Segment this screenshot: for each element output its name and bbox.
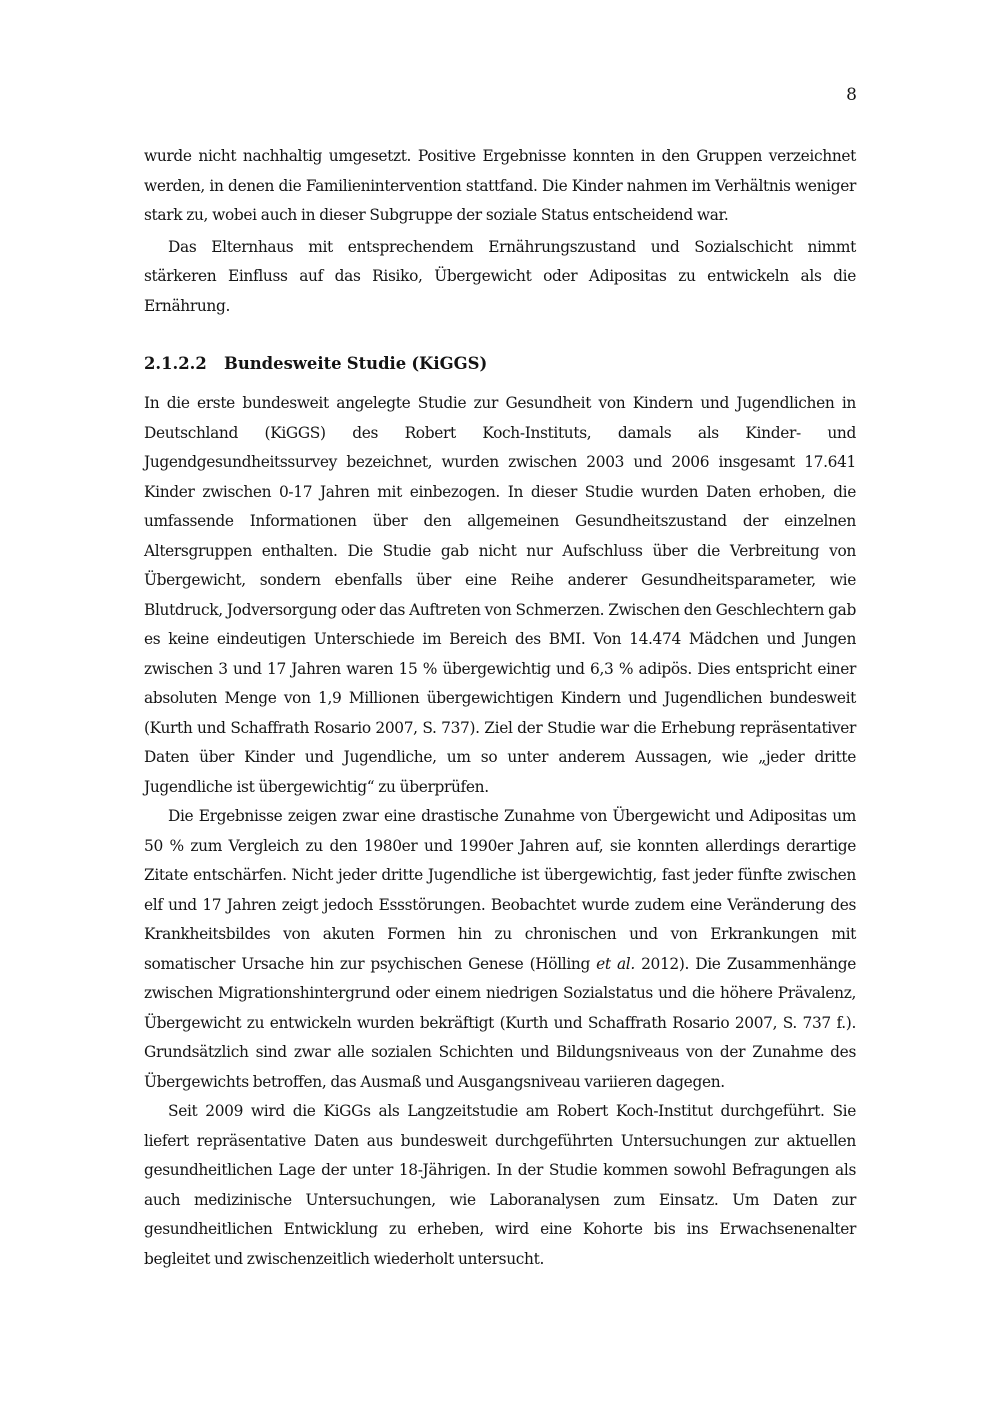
section-title: Bundesweite Studie (KiGGS) (224, 354, 488, 373)
paragraph-4-text-a: Die Ergebnisse zeigen zwar eine drastische Zunahme von Übergewicht und Adipositas um 50 % zum Vergleich zu den 1980er und 1990er Jahren auf, sie konnten allerdings derartige Zitate entschärfen. Nicht jeder dritte Jugendliche ist übergewichtig, fast jeder fünfte zwischen elf und 17 Jahren zeigt jedoch Essstörungen. Beobachtet wurde zudem eine Veränderung des Krankheitsbildes von akuten Formen hin zu chronischen und von Erkrankungen mit somatischer Ursache hin zur psychischen Genese (Hölling (144, 807, 856, 973)
paragraph-3: In die erste bundesweit angelegte Studie zur Gesundheit von Kindern und Jugendlichen in Deutschland (KiGGS) des Robert Koch-Instituts, damals als Kinder- und Jugendgesundheitssurvey bezeichnet, wurden zwischen 2003 und 2006 insgesamt 17.641 Kinder zwischen 0-17 Jahren mit einbezogen. In dieser Studie wurden Daten erhoben, die umfassende Informationen über den allgemeinen Gesundheitszustand der einzelnen Altersgruppen enthalten. Die Studie gab nicht nur Aufschluss über die Verbreitung von Übergewicht, sondern ebenfalls über eine Reihe anderer Gesundheitsparameter, wie Blutdruck, Jodversorgung oder das Auftreten von Schmerzen. Zwischen den Geschlechtern gab es keine eindeutigen Unterschiede im Bereich des BMI. Von 14.474 Mädchen und Jungen zwischen 3 und 17 Jahren waren 15 % übergewichtig und 6,3 % adipös. Dies entspricht einer absoluten Menge von 1,9 Millionen übergewichtigen Kindern und Jugendlichen bundesweit (Kurth und Schaffrath Rosario 2007, S. 737). Ziel der Studie war die Erhebung repräsentativer Daten über Kinder und Jugendliche, um so unter anderem Aussagen, wie „jeder dritte Jugendliche ist übergewichtig“ zu überprüfen. (144, 394, 856, 796)
paragraph-4-italic: et al. (596, 954, 635, 973)
section-number: 2.1.2.2 (144, 354, 207, 373)
paragraph-1: wurde nicht nachhaltig umgesetzt. Positive Ergebnisse konnten in den Gruppen verzeichnet werden, in denen die Familienintervention stattfand. Die Kinder nahmen im Verhältnis weniger stark zu, wobei auch in dieser Subgruppe der soziale Status entscheidend war. (144, 147, 856, 224)
paragraph-2: Das Elternhaus mit entsprechendem Ernährungszustand und Sozialschicht nimmt stärkeren Einfluss auf das Risiko, Übergewicht oder Adipositas zu entwickeln als die Ernährung. (144, 237, 856, 315)
paragraph-5: Seit 2009 wird die KiGGs als Langzeitstudie am Robert Koch-Institut durchgeführt. Sie liefert repräsentative Daten aus bundesweit durchgeführten Untersuchungen zur aktuellen gesundheitlichen Lage der unter 18-Jährigen. In der Studie kommen sowohl Befragungen als auch medizinische Untersuchungen, wie Laboranalysen zum Einsatz. Um Daten zur gesundheitlichen Entwicklung zu erheben, wird eine Kohorte bis ins Erwachsenenalter begleitet und zwischenzeitlich wiederholt untersucht. (144, 1102, 856, 1268)
document-body (144, 142, 856, 1274)
paragraph-4 (144, 802, 856, 1097)
paragraph-4-text-b: 2012). Die Zusammenhänge zwischen Migrationshintergrund oder einem niedrigen Sozialstatus und die höhere Prävalenz, Übergewicht zu entwickeln wurden bekräftigt (Kurth und Schaffrath Rosario 2007, S. 737 f.). Grundsätzlich sind zwar alle sozialen Schichten und Bildungsniveaus von der Zunahme des Übergewichts betroffen, das Ausmaß und Ausgangsniveau variieren dagegen. (144, 954, 856, 1091)
page-number: 8 (846, 85, 857, 105)
section-heading (144, 351, 856, 377)
